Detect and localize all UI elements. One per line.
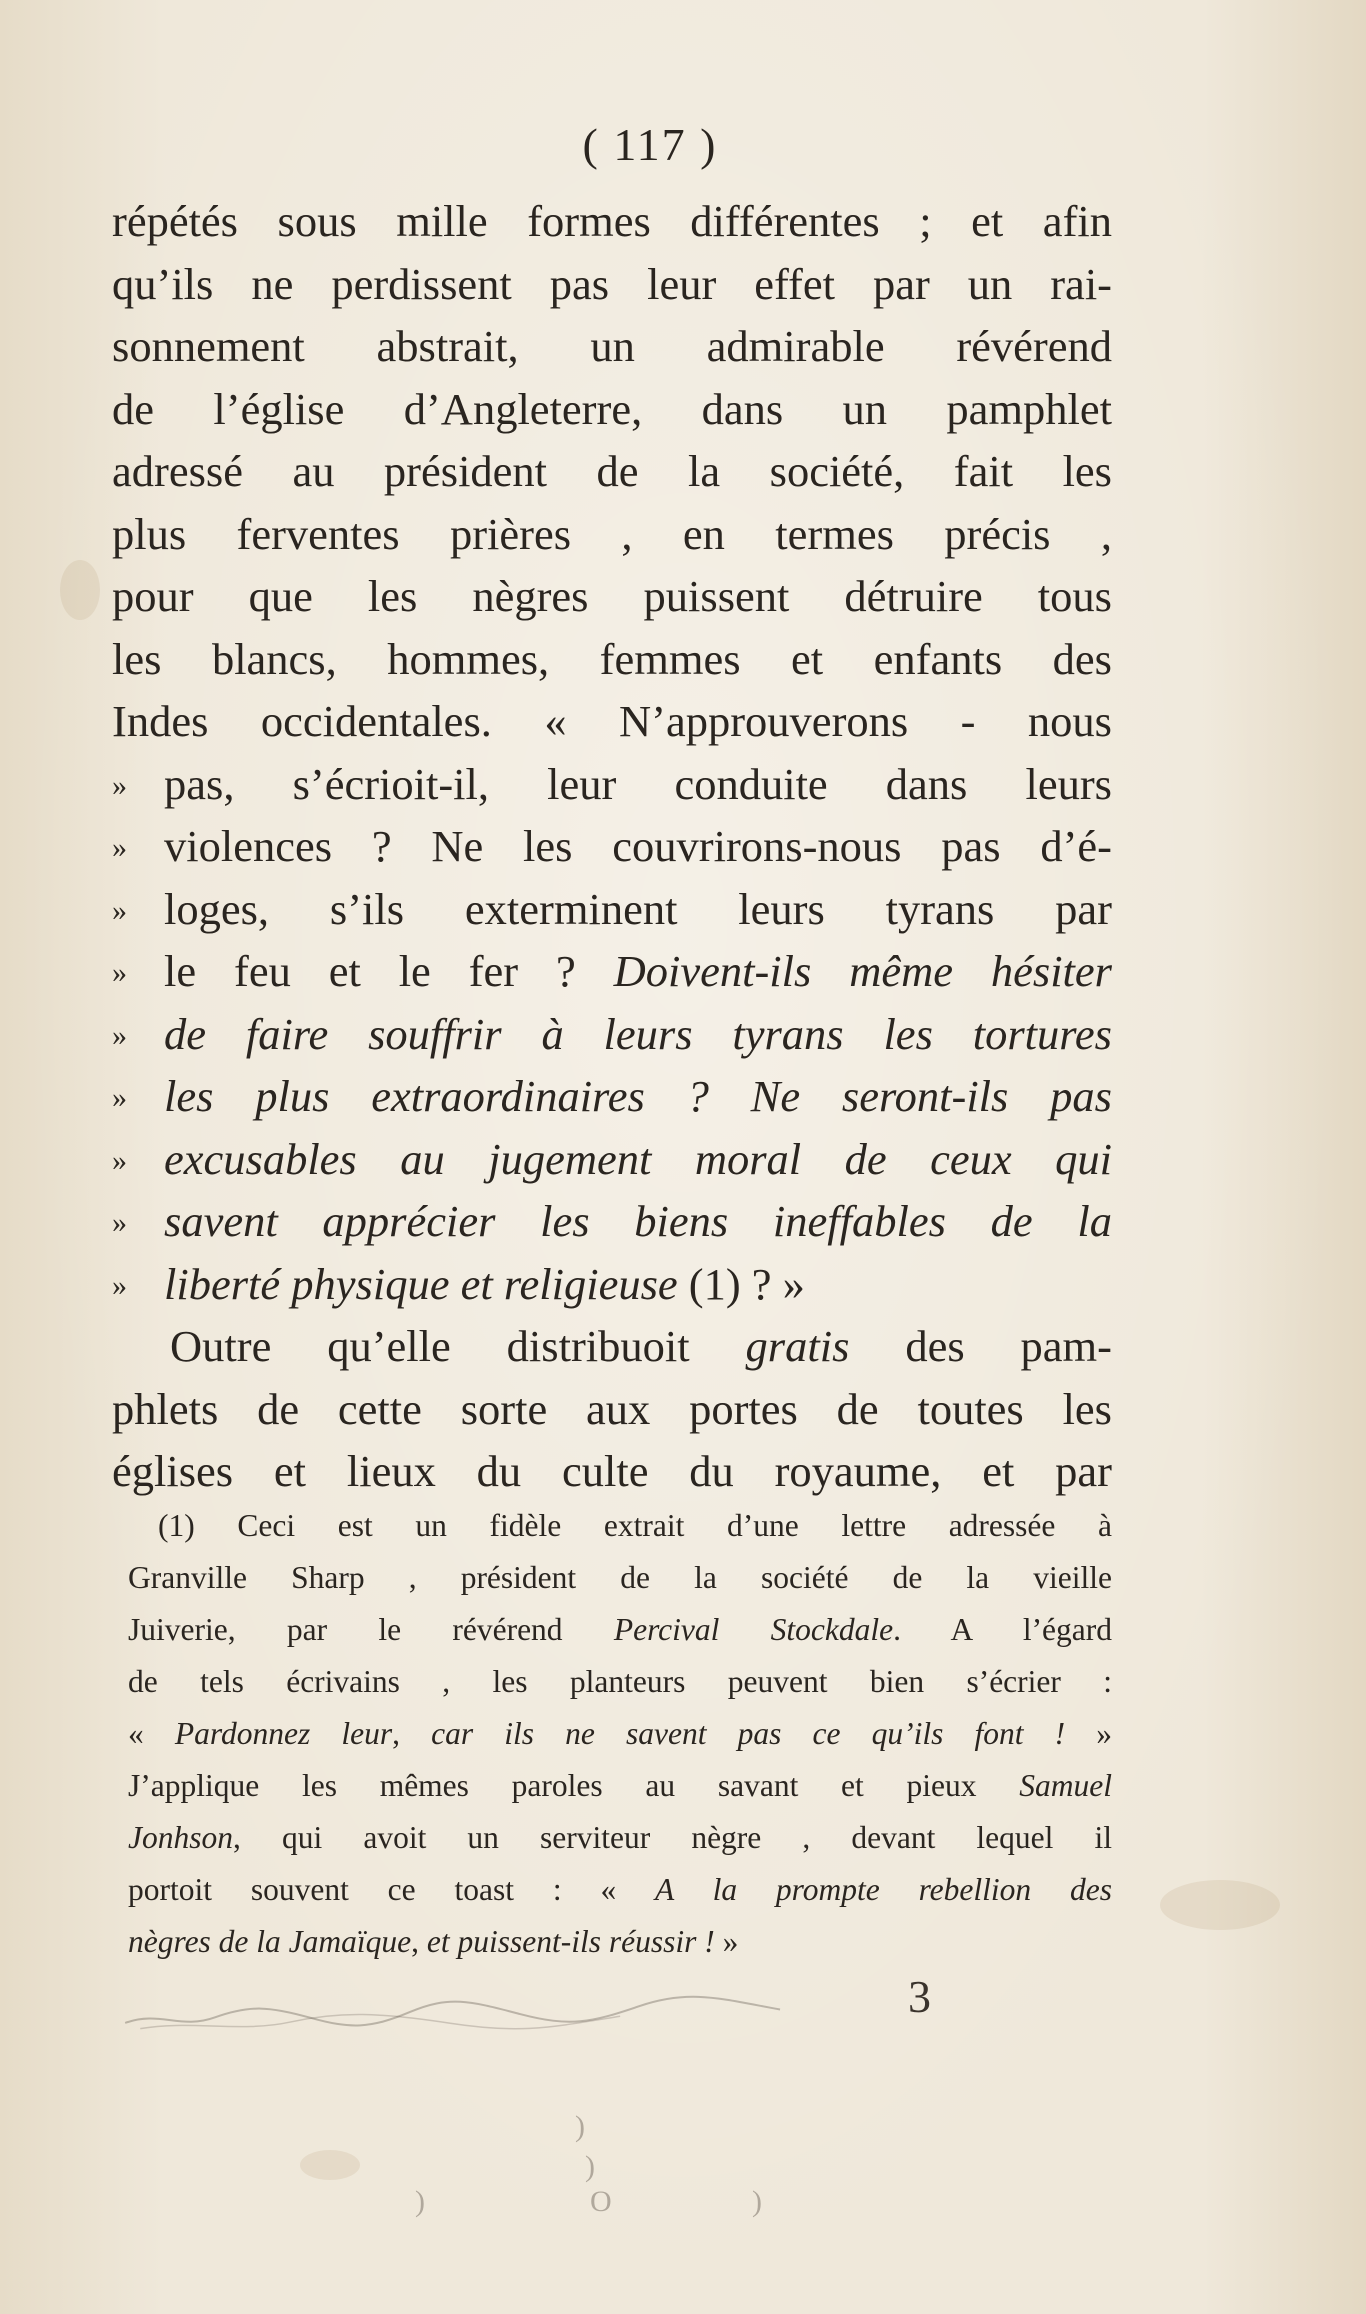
show-through-mark: ) — [585, 2150, 595, 2183]
text-line: Indes occidentales. « N’approuverons - nous — [112, 696, 1112, 746]
pencil-scribble — [120, 1979, 811, 2041]
text-segment: » — [714, 1924, 739, 1959]
italic-segment: Jonhson — [128, 1820, 233, 1855]
quoted-line — [112, 1190, 1112, 1253]
text-line: les blancs, hommes, femmes et enfants des — [112, 633, 1112, 684]
pencil-scribble-drawing — [120, 1979, 811, 2041]
signature-mark: 3 — [908, 1971, 931, 2022]
show-through-mark: ) — [415, 2185, 425, 2218]
text-segment: » — [1065, 1716, 1113, 1751]
footnote-line: Granville Sharp , président de la société de la vieille — [128, 1560, 1112, 1595]
quoted-line — [112, 1128, 1112, 1191]
text-line: églises et lieux du culte du royaume, et par — [112, 1446, 1112, 1496]
quote-mark: » — [112, 768, 127, 802]
italic-segment: A la prompte rebellion des — [655, 1872, 1112, 1907]
quote-mark: » — [112, 893, 127, 927]
text-line: plus ferventes prières , en termes précis , — [112, 508, 1112, 559]
quoted-line — [112, 815, 1112, 878]
italic-segment: car ils ne savent pas ce qu’ils font ! — [431, 1716, 1066, 1751]
text-segment: , — [392, 1716, 432, 1751]
quote-mark: » — [112, 1143, 127, 1177]
quote-mark: » — [112, 1081, 127, 1114]
text-line: loges, s’ils exterminent leurs tyrans par — [164, 883, 1112, 934]
footnote-line — [128, 1812, 1112, 1864]
footnote-line: de tels écrivains , les planteurs peuvent bien s’écrier : — [128, 1664, 1112, 1699]
italic-segment: Ne seront-ils pas — [750, 1071, 1112, 1121]
text-segment: Juiverie, par le révérend — [128, 1612, 614, 1647]
quoted-line — [112, 1003, 1112, 1066]
page-number: ( 117 ) — [582, 119, 718, 170]
show-through-mark: ) — [575, 2110, 585, 2143]
show-through-mark: O — [590, 2185, 612, 2218]
italic-segment: Doivent-ils même hésiter — [613, 946, 1112, 996]
quoted-line — [112, 753, 1112, 816]
italic-line: de faire souffrir à leurs tyrans les tortures — [164, 1008, 1112, 1059]
text-line — [112, 1315, 1112, 1378]
italic-line — [164, 1065, 1112, 1128]
italic-segment: les plus extraordinaires ? — [164, 1071, 751, 1121]
text-segment: le feu et le fer ? — [164, 946, 614, 996]
text-segment: Outre qu’elle distribuoit — [170, 1321, 746, 1371]
text-segment: J’applique les mêmes paroles au savant et pieux — [128, 1768, 1020, 1803]
text-segment: « — [128, 1716, 175, 1751]
text-segment: portoit souvent ce toast : « — [128, 1872, 656, 1907]
text-line: phlets de cette sorte aux portes de toutes les — [112, 1383, 1112, 1434]
paper-stain — [1160, 1880, 1280, 1930]
italic-line: excusables au jugement moral de ceux qui — [164, 1133, 1112, 1184]
text-line: pour que les nègres puissent détruire tous — [112, 571, 1112, 621]
italic-segment: Pardonnez leur — [174, 1716, 393, 1751]
show-through-mark: ) — [752, 2185, 762, 2218]
footnote — [128, 1500, 1112, 1968]
text-line: répétés sous mille formes différentes ; et afin — [112, 196, 1112, 246]
paper-stain — [300, 2150, 360, 2180]
quote-mark: » — [112, 1268, 127, 1302]
text-segment: . A l’égard — [893, 1612, 1113, 1647]
text-line: sonnement abstrait, un admirable révérend — [112, 321, 1112, 371]
footnote-line — [128, 1760, 1112, 1812]
italic-segment: gratis — [745, 1321, 850, 1371]
text-line: qu’ils ne perdissent pas leur effet par un rai- — [112, 258, 1112, 309]
text-line: de l’église d’Angleterre, dans un pamphlet — [112, 383, 1112, 434]
text-line — [164, 940, 1112, 1003]
text-segment: , qui avoit un serviteur nègre , devant lequel il — [233, 1820, 1112, 1855]
italic-segment: liberté physique et religieuse — [164, 1258, 678, 1309]
quoted-line — [112, 1065, 1112, 1128]
footnote-line — [128, 1708, 1112, 1760]
footnote-line — [128, 1916, 1112, 1968]
text-segment: des pam- — [849, 1321, 1112, 1371]
italic-segment: Percival Stockdale — [613, 1612, 894, 1647]
text-segment: , — [411, 1924, 427, 1959]
footnote-line — [128, 1864, 1112, 1916]
text-line: pas, s’écrioit-il, leur conduite dans leurs — [164, 758, 1112, 809]
footnote-ref: (1) ? » — [677, 1258, 805, 1309]
italic-segment: Samuel — [1019, 1768, 1112, 1803]
footnote-line — [128, 1604, 1112, 1656]
quoted-line — [112, 1253, 1112, 1316]
italic-segment: nègres de la Jamaïque — [128, 1924, 412, 1959]
italic-line: savent apprécier les biens ineffables de la — [164, 1196, 1112, 1246]
text-line: adressé au président de la société, fait les — [112, 446, 1112, 496]
paper-stain — [60, 560, 100, 620]
quote-mark: » — [112, 1018, 127, 1052]
footnote-line: (1) Ceci est un fidèle extrait d’une lettre adressée à — [158, 1508, 1112, 1543]
main-text — [112, 190, 1112, 1503]
text-line: violences ? Ne les couvrirons-nous pas d’é- — [164, 821, 1112, 871]
quote-mark: » — [112, 1206, 127, 1239]
text-line — [164, 1253, 1112, 1316]
quoted-line — [112, 878, 1112, 941]
quote-mark: » — [112, 956, 127, 989]
quoted-line — [112, 940, 1112, 1003]
quote-mark: » — [112, 831, 127, 864]
italic-segment: et puissent-ils réussir ! — [426, 1924, 715, 1959]
